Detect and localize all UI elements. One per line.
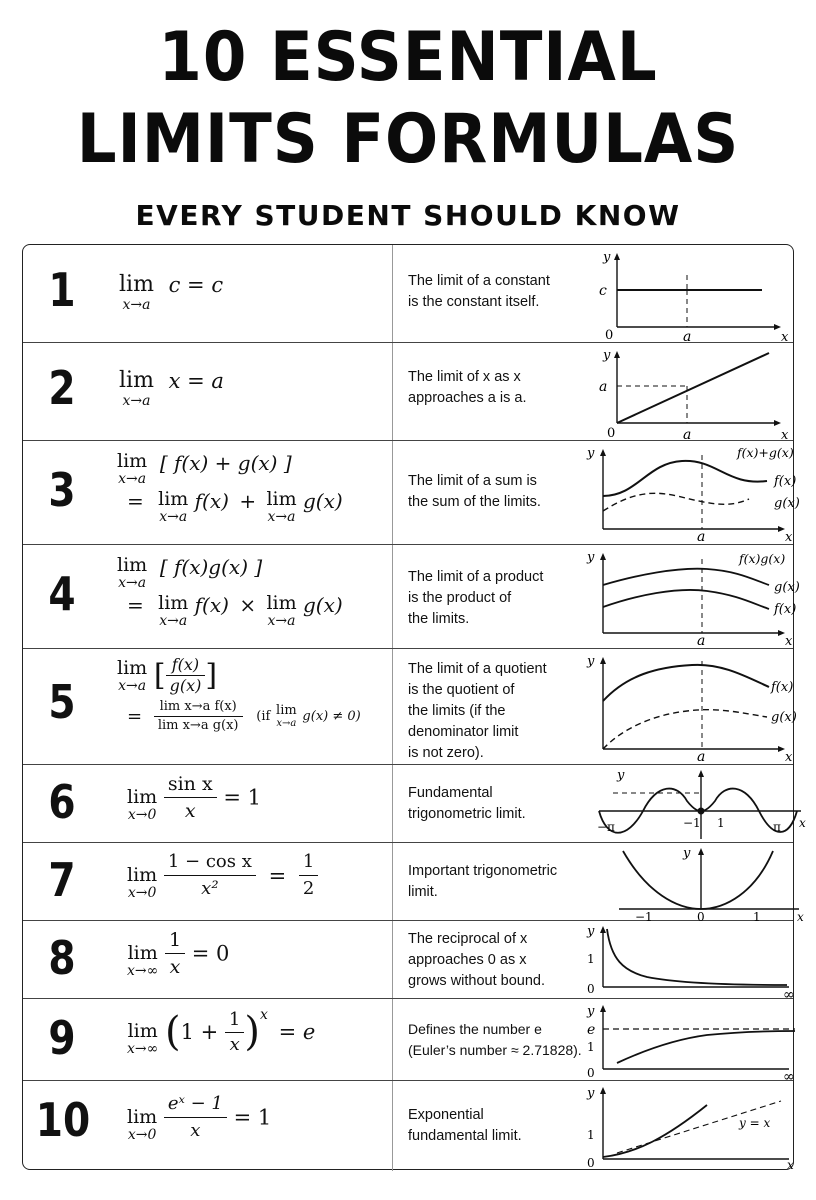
formula: lim x→∞ (1 + $\frac{1}{x}$ )$^x$ = e bbox=[127, 1007, 316, 1057]
svg-text:a: a bbox=[697, 749, 706, 765]
svg-text:1: 1 bbox=[587, 952, 595, 966]
reciprocal-graph bbox=[577, 921, 795, 1003]
svg-text:a: a bbox=[683, 329, 692, 345]
svg-text:1: 1 bbox=[587, 1128, 595, 1142]
formula-row-6 bbox=[23, 765, 806, 843]
svg-text:g(x): g(x) bbox=[774, 496, 800, 511]
svg-text:y: y bbox=[587, 924, 595, 939]
formula-row-3 bbox=[23, 441, 800, 545]
formula-row-4 bbox=[23, 545, 800, 649]
svg-text:−1: −1 bbox=[683, 816, 701, 830]
formula: lim x→a x = a bbox=[119, 368, 224, 409]
svg-text:x: x bbox=[799, 816, 806, 830]
svg-text:x: x bbox=[787, 1158, 794, 1172]
svg-text:y = x: y = x bbox=[739, 1116, 771, 1130]
formula-description: Defines the number e (Euler’s number ≈ 2.71828). bbox=[408, 1021, 582, 1058]
formula: lim x→∞ $\frac{1}{x}$ = 0 bbox=[127, 929, 230, 979]
formula: lim x→a c = c bbox=[119, 272, 224, 313]
svg-text:g(x): g(x) bbox=[771, 710, 797, 725]
formula-description: The limit of a sum is the sum of the limits. bbox=[408, 473, 541, 510]
formula-row-10 bbox=[23, 1081, 793, 1171]
formula-row-5 bbox=[23, 649, 797, 765]
formula-description: The limit of a quotient is the quotient of the limits (if the denominator limit is not zero). bbox=[408, 661, 547, 761]
svg-text:y: y bbox=[587, 654, 595, 669]
formula-table bbox=[22, 244, 806, 1172]
row-number: 7 bbox=[48, 853, 76, 907]
formula: lim x→a [ f(x)g(x) ] = lim x→a f(x) × lim x→a g(x) bbox=[117, 554, 343, 629]
svg-text:x: x bbox=[785, 530, 793, 545]
row-number: 9 bbox=[48, 1011, 76, 1065]
exponential-graph bbox=[577, 1081, 795, 1171]
cosine-graph bbox=[577, 843, 804, 924]
formula-row-2 bbox=[23, 343, 793, 441]
svg-text:a: a bbox=[599, 379, 608, 395]
row-number: 8 bbox=[48, 931, 76, 985]
formula-description: The limit of x as x approaches a is a. bbox=[408, 369, 527, 406]
formula: lim x→a [ $\frac{f(x)}{g(x)}$ ] = $\frac{\text{lim x→a f(x)}}{\text{lim x→a g(x)}}$ (if lim x→a g(x) ≠ 0) bbox=[117, 655, 361, 733]
sum-graph bbox=[577, 441, 800, 545]
svg-text:0: 0 bbox=[607, 426, 616, 441]
formula-description: Exponential fundamental limit. bbox=[408, 1107, 522, 1144]
svg-text:f(x): f(x) bbox=[774, 602, 797, 617]
svg-text:g(x): g(x) bbox=[774, 580, 800, 595]
formula-description: Fundamental trigonometric limit. bbox=[408, 785, 526, 822]
svg-text:a: a bbox=[697, 529, 706, 545]
formula: lim x→0 $\frac{\text{sin x}}{x}$ = 1 bbox=[127, 773, 262, 823]
svg-text:y: y bbox=[587, 550, 595, 565]
svg-text:y: y bbox=[587, 1004, 595, 1019]
formula-description: The limit of a constant is the constant itself. bbox=[408, 273, 550, 310]
row-number: 1 bbox=[48, 263, 76, 317]
svg-text:y: y bbox=[587, 446, 595, 461]
svg-text:y: y bbox=[603, 348, 611, 363]
page-subtitle: EVERY STUDENT SHOULD KNOW bbox=[135, 199, 681, 232]
row-number: 2 bbox=[48, 361, 76, 415]
svg-text:0: 0 bbox=[587, 1156, 595, 1170]
euler-graph bbox=[577, 999, 795, 1085]
svg-text:x: x bbox=[781, 330, 789, 345]
page-title-line2: LIMITS FORMULAS bbox=[76, 100, 740, 179]
svg-text:y: y bbox=[603, 250, 611, 265]
svg-text:f(x): f(x) bbox=[771, 680, 794, 695]
formula-row-9 bbox=[23, 999, 795, 1085]
svg-text:x: x bbox=[797, 910, 804, 924]
svg-text:∞: ∞ bbox=[783, 1069, 795, 1085]
svg-text:a: a bbox=[683, 427, 692, 443]
identity-graph bbox=[577, 343, 795, 441]
svg-text:−1: −1 bbox=[635, 910, 653, 924]
formula: lim x→0 $\frac{\text{eˣ − 1}}{x}$ = 1 bbox=[127, 1093, 272, 1143]
product-graph bbox=[577, 545, 800, 649]
formula-row-8 bbox=[23, 921, 795, 1003]
svg-text:−π: −π bbox=[597, 820, 615, 834]
row-number: 10 bbox=[35, 1093, 91, 1147]
svg-text:c: c bbox=[599, 283, 607, 299]
svg-text:a: a bbox=[697, 633, 706, 649]
svg-text:y: y bbox=[617, 768, 625, 783]
formula-row-1 bbox=[23, 245, 793, 343]
svg-text:f(x)g(x): f(x)g(x) bbox=[739, 551, 786, 566]
row-number: 3 bbox=[48, 463, 76, 517]
svg-text:0: 0 bbox=[697, 910, 705, 924]
svg-text:e: e bbox=[587, 1022, 596, 1038]
formula-description: Important trigonometric limit. bbox=[408, 863, 558, 900]
svg-text:1: 1 bbox=[717, 816, 725, 830]
svg-text:x: x bbox=[785, 634, 793, 649]
svg-text:0: 0 bbox=[605, 328, 614, 343]
svg-text:y: y bbox=[683, 846, 691, 861]
row-number: 4 bbox=[48, 567, 76, 621]
page-title-line1: 10 ESSENTIAL bbox=[158, 18, 658, 97]
constant-graph bbox=[577, 245, 795, 343]
formula: lim x→a [ f(x) + g(x) ] = lim x→a f(x) + lim x→a g(x) bbox=[117, 450, 343, 525]
svg-text:0: 0 bbox=[587, 1066, 595, 1080]
svg-text:1: 1 bbox=[753, 910, 761, 924]
row-number: 5 bbox=[48, 675, 76, 729]
row-number: 6 bbox=[48, 775, 76, 829]
svg-text:π: π bbox=[773, 820, 781, 834]
svg-text:x: x bbox=[785, 750, 793, 765]
quotient-graph bbox=[577, 649, 795, 765]
formula-description: The reciprocal of x approaches 0 as x grows without bound. bbox=[408, 931, 546, 989]
svg-text:f(x): f(x) bbox=[774, 474, 797, 489]
svg-text:y: y bbox=[587, 1086, 595, 1101]
svg-text:f(x)+g(x): f(x)+g(x) bbox=[737, 445, 794, 460]
svg-text:∞: ∞ bbox=[783, 987, 795, 1003]
sine-graph bbox=[577, 765, 806, 843]
formula-description: The limit of a product is the product of the limits. bbox=[408, 569, 544, 627]
formula-row-7 bbox=[23, 843, 804, 924]
svg-text:0: 0 bbox=[587, 982, 595, 996]
formula: lim x→0 $\frac{\text{1 − cos x}}{\text{x²}}$ = $\frac{1}{2}$ bbox=[127, 849, 397, 902]
svg-text:1: 1 bbox=[587, 1040, 595, 1054]
svg-text:x: x bbox=[781, 428, 789, 443]
